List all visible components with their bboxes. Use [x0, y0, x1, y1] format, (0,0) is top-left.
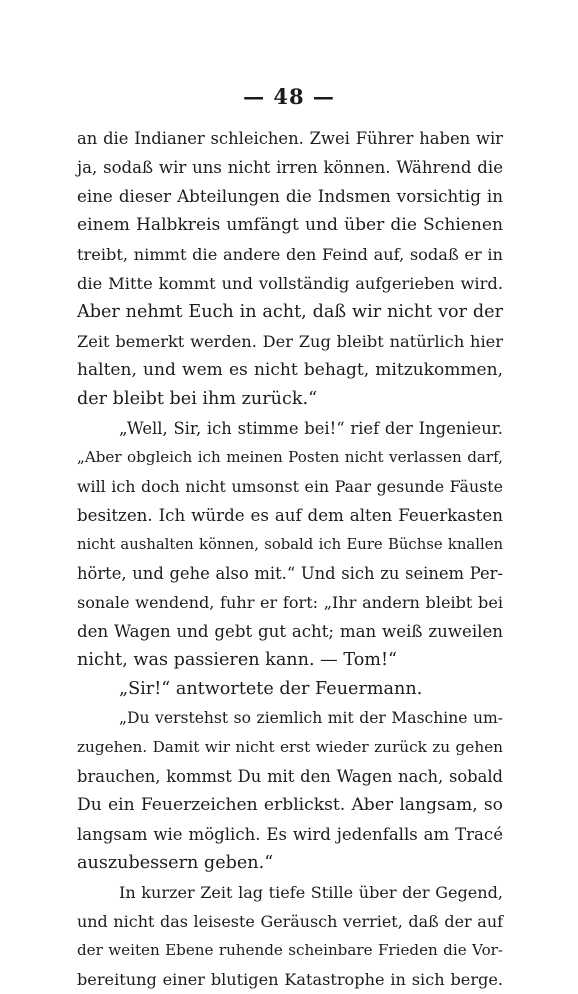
text-line: einem Halbkreis umfängt und über die Schienen [77, 215, 503, 235]
text-line: brauchen, kommst Du mit den Wagen nach, sobald [77, 767, 503, 786]
text-line: „Sir!“ antwortete der Feuermann. [119, 679, 423, 699]
text-line: die Mitte kommt und vollständig aufgerieben wird. [77, 274, 503, 293]
text-line: den Wagen und gebt gut acht; man weiß zuweilen [77, 622, 503, 641]
text-line: und nicht das leiseste Geräusch verriet, daß der auf [77, 912, 503, 931]
text-line: ja, sodaß wir uns nicht irren können. Während die [77, 158, 503, 177]
text-line: Zeit bemerkt werden. Der Zug bleibt natürlich hier [77, 332, 503, 351]
text-line: auszubessern geben.“ [77, 853, 274, 873]
page-number: — 48 — [243, 84, 335, 109]
body-text [77, 124, 503, 994]
text-line: In kurzer Zeit lag tiefe Stille über der Gegend, [119, 883, 503, 902]
text-line: der weiten Ebene ruhende scheinbare Frieden die Vor- [77, 941, 503, 959]
text-line: zugehen. Damit wir nicht erst wieder zurück zu gehen [77, 738, 503, 756]
text-line: an die Indianer schleichen. Zwei Führer haben wir [77, 129, 503, 148]
text-line: „Du verstehst so ziemlich mit der Maschine um- [119, 709, 503, 727]
text-line: nicht, was passieren kann. — Tom!“ [77, 650, 398, 670]
text-line: sonale wendend, fuhr er fort: „Ihr andern bleibt bei [77, 593, 503, 612]
text-line: besitzen. Ich würde es auf dem alten Feuerkasten [77, 506, 503, 525]
text-line: „Well, Sir, ich stimme bei!“ rief der Ingenieur. [119, 419, 503, 438]
text-line: nicht aushalten können, sobald ich Eure Büchse knallen [77, 536, 503, 553]
text-line: Aber nehmt Euch in acht, daß wir nicht vor der [77, 302, 503, 322]
text-line: langsam wie möglich. Es wird jedenfalls am Tracé [77, 825, 503, 844]
text-line: Du ein Feuerzeichen erblickst. Aber langsam, so [77, 795, 503, 815]
text-line: treibt, nimmt die andere den Feind auf, sodaß er in [77, 245, 503, 264]
text-line: halten, und wem es nicht behagt, mitzukommen, [77, 360, 503, 380]
text-line: will ich doch nicht umsonst ein Paar gesunde Fäuste [77, 477, 503, 496]
text-line: der bleibt bei ihm zurück.“ [77, 389, 318, 409]
text-line: „Aber obgleich ich meinen Posten nicht verlassen darf, [77, 448, 503, 466]
text-line: bereitung einer blutigen Katastrophe in sich berge. [77, 970, 503, 989]
text-line: eine dieser Abteilungen die Indsmen vorsichtig in [77, 187, 503, 206]
text-line: hörte, und gehe also mit.“ Und sich zu seinem Per- [77, 564, 503, 583]
